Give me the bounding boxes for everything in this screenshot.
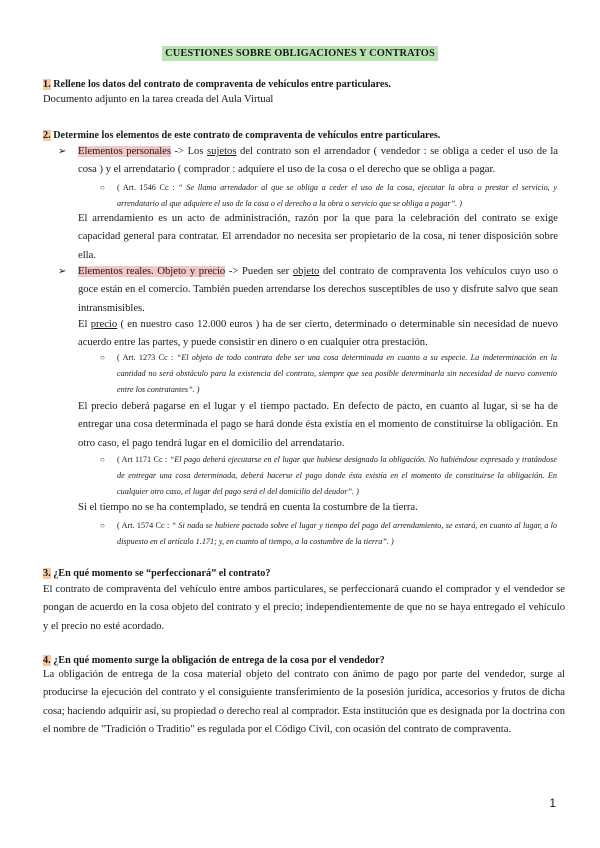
circle-bullet-icon: ○ <box>100 183 105 192</box>
question-number: 4. <box>43 655 51 666</box>
arrow-bullet-icon: ➢ <box>58 266 67 277</box>
page-number: 1 <box>549 796 556 810</box>
question-text: ¿En qué momento surge la obligación de entrega de la cosa por el vendedor? <box>53 655 385 666</box>
payment-time-paragraph: Si el tiempo no se ha contemplado, se tendrá en cuenta la costumbre de la tierra. <box>78 502 418 513</box>
circle-bullet-icon: ○ <box>100 353 105 362</box>
question-3-heading <box>43 566 563 581</box>
question-number: 2. <box>43 130 51 141</box>
question-text: ¿En qué momento se “perfeccionará” el contrato? <box>53 568 271 579</box>
question-number: 1. <box>43 79 51 90</box>
payment-place-paragraph: El precio deberá pagarse en el lugar y el tiempo pactado. En defecto de pacto, en cuanto al lugar, si se ha de entregar una cosa determinada el pago se hará donde ésta existía en el momento de constituirse la obligación. En otro caso, el pago tendrá lugar en el domicilio del arrendatario. <box>78 401 558 449</box>
legal-note-art-1546: ( Art. 1546 Cc : “ Se llama arrendador al que se obliga a ceder el uso de la cosa, ejecutar la obra o prestar el servicio, y arrendatario al que adquiere el uso de la cosa o el derecho a la obra o servicio que se obliga a pagar”. ) <box>117 183 557 208</box>
question-number: 3. <box>43 568 51 579</box>
real-elements-paragraph: Elementos reales. Objeto y precio -> Pueden ser objeto del contrato de compraventa los vehículos cuyo uso o goce están en el comercio. También pueden arrendarse los derechos susceptibles de uso y disfrute salvo que sean intransmisibles. <box>78 266 559 314</box>
personal-elements-paragraph: Elementos personales -> Los sujetos del contrato son el arrendador ( vendedor : se obliga a ceder el uso de la cosa ) y el arrendatario ( comprador : adquiere el uso de la cosa o el derecho que se obliga a pagar. <box>78 146 558 176</box>
legal-note-art-1574: ( Art. 1574 Cc : “ Si nada se hubiere pactado sobre el lugar y tiempo del pago del arrendamiento, se estará, en cuanto al lugar, a lo dispuesto en el artículo 1.171; y, en cuanto al tiempo, a la costumbre de la tierra”. ) <box>117 521 557 546</box>
question-4-answer: La obligación de entrega de la cosa material objeto del contrato con ánimo de pago por parte del vendedor, surge al producirse la ejecución del contrato y el consiguiente transferimiento de la posesión jurídica, accesorios y frutos de dicha cosa; haciendo adquirir así, su propiedad o derecho real al comprador. Esta institución que es designada por la doctrina con el nombre de "Tradición o Traditio" es regulada por el Código Civil, con ocasión del contrato de compraventa. <box>43 669 565 736</box>
legal-note-art-1171: ( Art 1171 Cc : “El pago deberá ejecutarse en el lugar que hubiese designado la obligación. No habiéndose expresado y tratándose de entregar una cosa determinada, deberá hacerse el pago donde ésta existía en el momento de constituirse la obligación. En cualquier otro caso, el lugar del pago será el del domicilio del deudor”. ) <box>117 455 557 496</box>
highlight-label: Elementos reales. Objeto y precio <box>78 266 226 277</box>
question-2-heading <box>43 128 563 143</box>
circle-bullet-icon: ○ <box>100 455 105 464</box>
capacity-paragraph: El arrendamiento es un acto de administración, razón por la que para la celebración del contrato se exige capacidad general para contratar. El arrendador no necesita ser propietario de la cosa, ni tener disposición sobre ella. <box>78 213 558 261</box>
arrow-bullet-icon: ➢ <box>58 146 67 157</box>
question-text: Rellene los datos del contrato de compraventa de vehículos entre particulares. <box>53 79 391 90</box>
circle-bullet-icon: ○ <box>100 521 105 530</box>
question-text: Determine los elementos de este contrato de compraventa de vehículos entre particulares. <box>53 130 441 141</box>
question-3-answer: El contrato de compraventa del vehículo entre ambos particulares, se perfeccionará cuando el comprador y el vendedor se pongan de acuerdo en la cosa objeto del contrato y el precio; independientemente de que no se haya entregado el vehículo y el precio no esté acordado. <box>43 584 565 632</box>
highlight-label: Elementos personales <box>78 146 171 157</box>
legal-note-art-1273: ( Art. 1273 Cc : “El objeto de todo contrato debe ser una cosa determinada en cuanto a su especie. La indeterminación en la cantidad no será obstáculo para la existencia del contrato, siempre que sea posible determinarla sin necesidad de nuevo convenio entre los contratantes”. ) <box>117 353 557 394</box>
price-paragraph: El precio ( en nuestro caso 12.000 euros ) ha de ser cierto, determinado o determinable sin necesidad de nuevo acuerdo entre las partes, y puede consistir en dinero o en cualquier otra prestación. <box>78 319 558 349</box>
question-1-heading <box>43 77 563 92</box>
document-title: CUESTIONES SOBRE OBLIGACIONES Y CONTRATOS <box>0 43 600 61</box>
question-1-answer: Documento adjunto en la tarea creada del Aula Virtual <box>43 94 274 105</box>
